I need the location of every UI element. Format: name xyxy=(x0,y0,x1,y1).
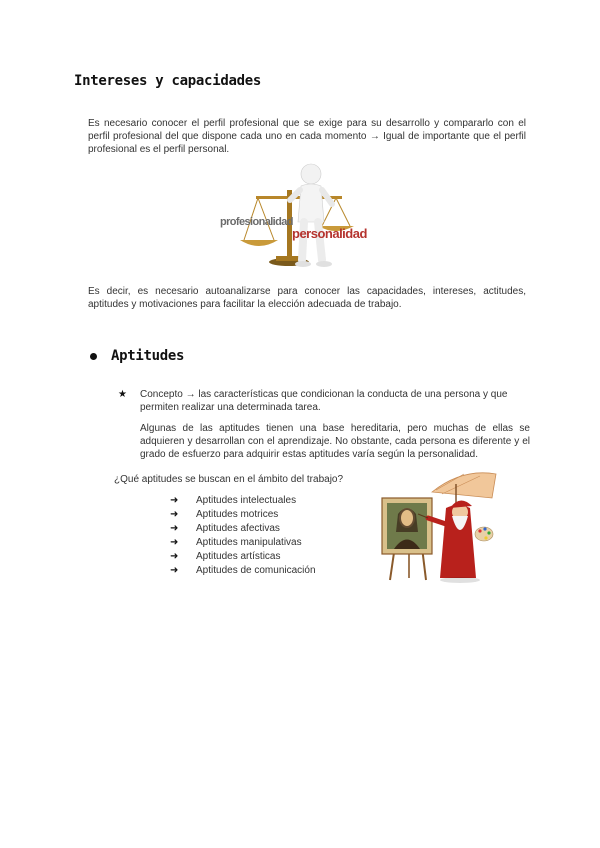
list-item xyxy=(170,508,316,522)
question-text: ¿Qué aptitudes se buscan en el ámbito del trabajo? xyxy=(114,474,344,485)
list-item xyxy=(170,522,316,536)
list-item xyxy=(170,494,316,508)
scale-illustration xyxy=(218,160,378,272)
list-item-label: Aptitudes manipulativas xyxy=(196,537,302,548)
arrow-icon: ➜ xyxy=(170,551,179,562)
aptitudes-list xyxy=(170,494,316,578)
arrow-icon: ➜ xyxy=(170,509,179,520)
arrow-icon: ➜ xyxy=(170,565,179,576)
section-aptitudes-header xyxy=(90,348,184,364)
arrow-icon: ➜ xyxy=(170,537,179,548)
bullet-dot-icon xyxy=(90,353,97,360)
section-title-aptitudes: Aptitudes xyxy=(111,348,185,364)
arrow-icon: ➜ xyxy=(170,523,179,534)
list-item-label: Aptitudes de comunicación xyxy=(196,565,316,576)
star-icon: ★ xyxy=(118,389,127,400)
paragraph-perfil-profesional: Es necesario conocer el perfil profesional que se exige para su desarrollo y compararlo con el perfil profesional del que dispone cada uno en cada momento → Igual de importante que el perfil profesional es el perfil personal. xyxy=(88,118,526,155)
list-item-label: Aptitudes motrices xyxy=(196,509,279,520)
painter-easel-icon xyxy=(376,468,500,586)
concept-paragraph: Algunas de las aptitudes tienen una base hereditaria, pero muchas de ellas se adquieren y desarrollan con el aprendizaje. No obstante, cada persona es diferente y el grado de esfuerzo para adquirir estas aptitudes varía según la personalidad. xyxy=(140,423,530,460)
list-item-label: Aptitudes intelectuales xyxy=(196,495,297,506)
list-item xyxy=(170,550,316,564)
section-title-intereses: Intereses y capacidades xyxy=(74,73,261,89)
list-item-label: Aptitudes afectivas xyxy=(196,523,280,534)
label-profesionalidad: profesionalidad xyxy=(220,216,293,228)
concept-definition: Concepto → las características que condicionan la conducta de una persona y que permiten realizar una determinada tarea. xyxy=(140,389,508,413)
label-personalidad: personalidad xyxy=(292,226,367,241)
list-item xyxy=(170,536,316,550)
arrow-icon: ➜ xyxy=(170,495,179,506)
list-item-label: Aptitudes artísticas xyxy=(196,551,281,562)
list-item xyxy=(170,564,316,578)
painter-illustration xyxy=(376,468,500,586)
paragraph-autoanalizarse: Es decir, es necesario autoanalizarse para conocer las capacidades, intereses, actitudes, aptitudes y motivaciones para facilitar la elección adecuada de trabajo. xyxy=(88,286,526,310)
